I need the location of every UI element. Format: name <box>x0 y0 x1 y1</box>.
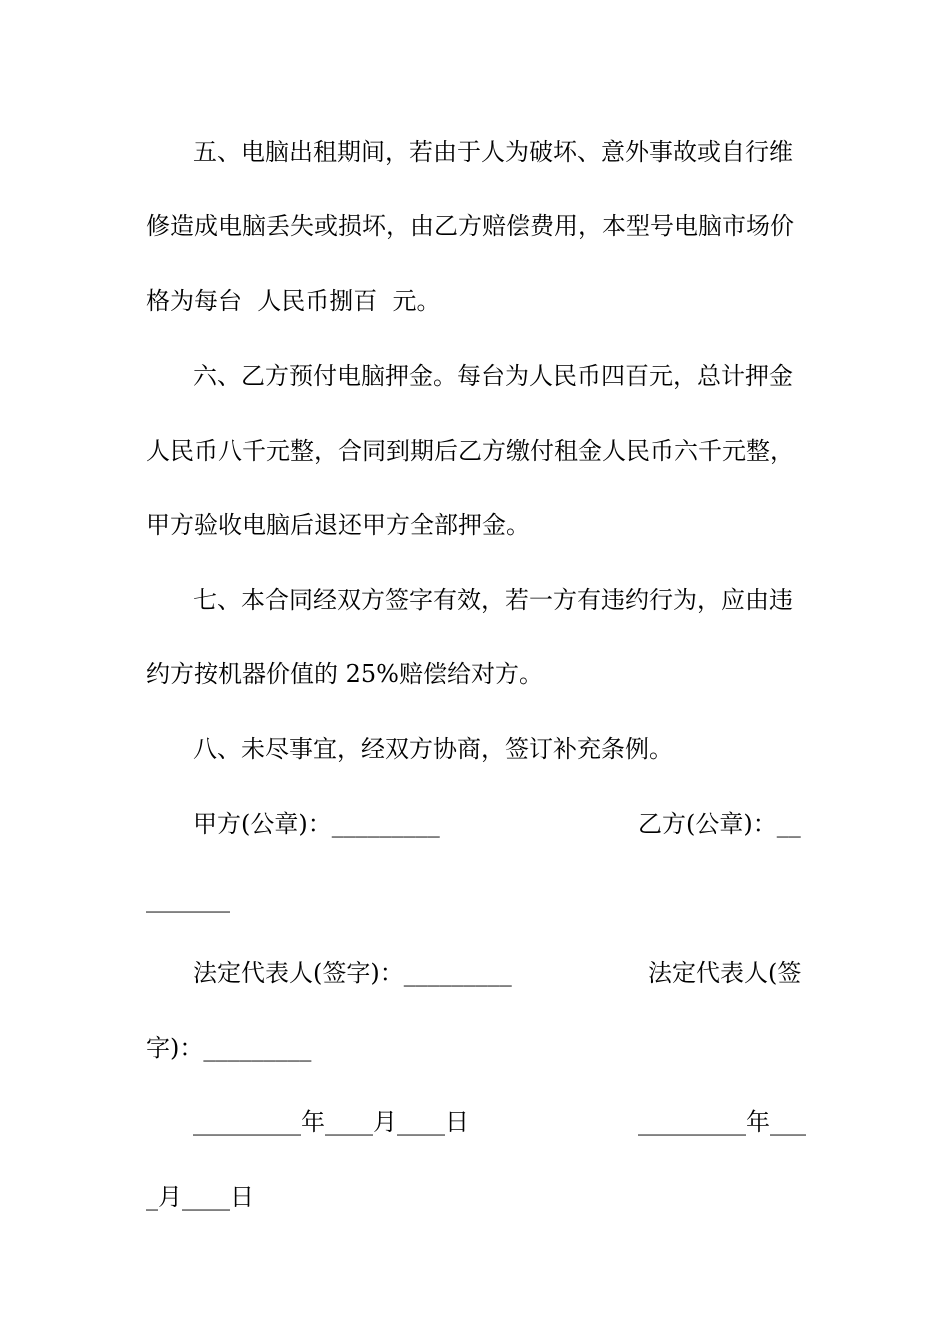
clause-6-line-3: 甲方验收电脑后退还甲方全部押金。 <box>146 511 530 539</box>
party-b-seal-field: 乙方(公章)：__ <box>638 810 801 838</box>
clause-5-line-1: 五、电脑出租期间，若由于人为破坏、意外事故或自行维 <box>193 138 793 166</box>
clause-6-line-1: 六、乙方预付电脑押金。每台为人民币四百元，总计押金 <box>193 362 793 390</box>
party-b-date-field: _________年___ <box>638 1108 806 1136</box>
clause-7-line-2: 约方按机器价值的 25%赔偿给对方。 <box>146 660 543 688</box>
clause-5-line-2: 修造成电脑丢失或损坏，由乙方赔偿费用，本型号电脑市场价 <box>146 212 794 240</box>
party-b-representative-field-continued: 字)：_________ <box>146 1034 312 1062</box>
party-a-representative-field: 法定代表人(签字)：_________ <box>193 959 512 987</box>
party-b-representative-field: 法定代表人(签 <box>648 959 802 987</box>
party-b-date-field-continued: _月____日 <box>146 1183 254 1211</box>
clause-5-line-3: 格为每台 人民币捌百 元。 <box>146 287 441 315</box>
clause-7-line-1: 七、本合同经双方签字有效，若一方有违约行为，应由违 <box>193 586 793 614</box>
party-a-date-field: _________年____月____日 <box>193 1108 469 1136</box>
clause-8-line-1: 八、未尽事宜，经双方协商，签订补充条例。 <box>193 735 673 763</box>
party-b-seal-field-continued: _______ <box>146 885 230 913</box>
party-a-seal-field: 甲方(公章)：_________ <box>193 810 440 838</box>
clause-6-line-2: 人民币八千元整，合同到期后乙方缴付租金人民币六千元整， <box>146 437 794 465</box>
